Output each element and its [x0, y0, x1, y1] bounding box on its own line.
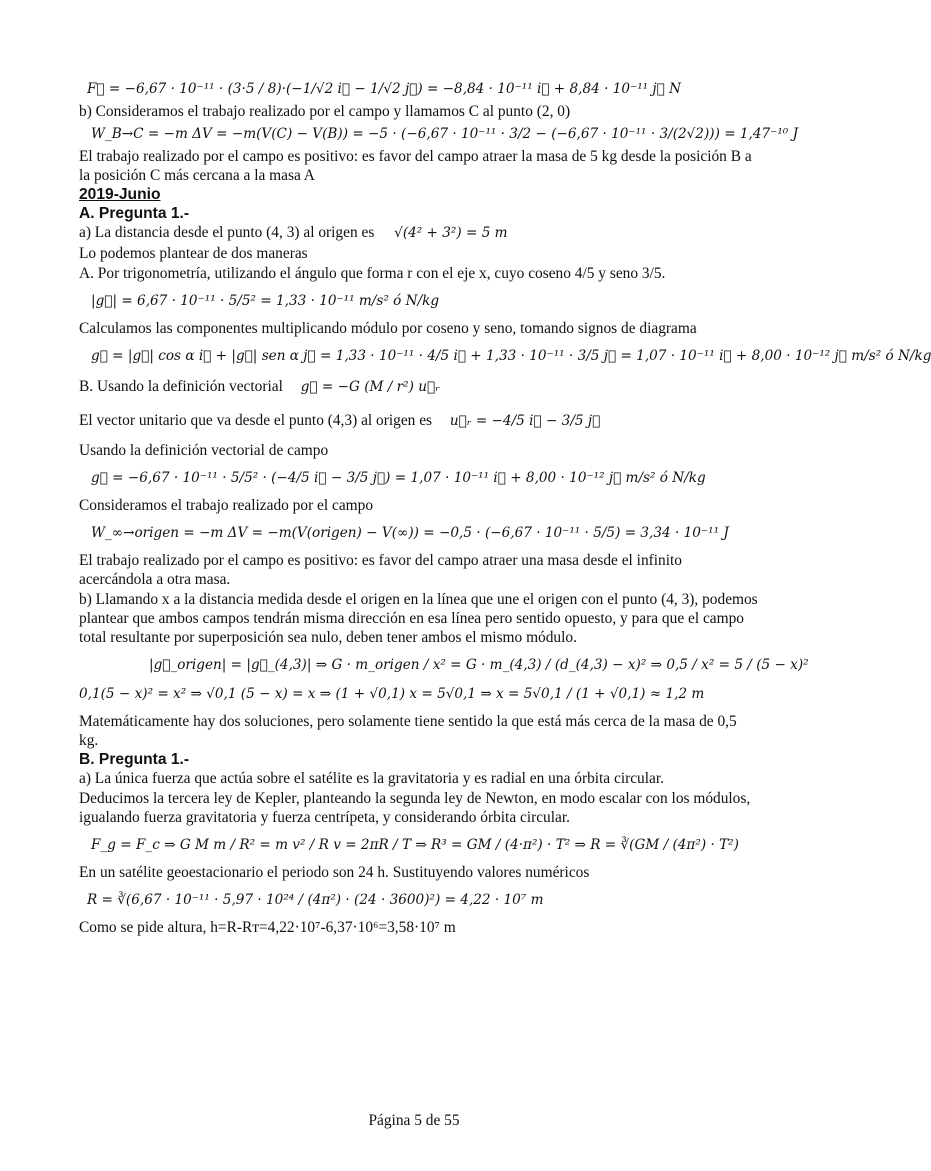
paragraph-unit-vector	[79, 411, 759, 431]
equation-g-vector-def: g⃗ = −G (M / r²) u⃗ᵣ	[300, 379, 440, 395]
equation-solve-x: 0,1(5 − x)² = x² ⇒ √0,1 (5 − x) = x ⇒ (1 + √0,1) x = 5√0,1 ⇒ x = 5√0,1 / (1 + √0,1) ≈ 1,2 m	[79, 686, 705, 702]
paragraph-two-solutions: Matemáticamente hay dos soluciones, pero solamente tiene sentido la que está más cerca de la masa de 0,5 kg.	[79, 713, 737, 749]
equation-g-vector-calc: g⃗ = −6,67 · 10⁻¹¹ · 5/5² · (−4/5 i⃗ − 3/5 j⃗) = 1,07 · 10⁻¹¹ i⃗ + 8,00 · 10⁻¹² j⃗ m/s² ó N/kg	[91, 470, 706, 486]
equation-g-modulus: |g⃗| = 6,67 · 10⁻¹¹ · 5/5² = 1,33 · 10⁻¹¹ m/s² ó N/kg	[91, 293, 440, 309]
equation-kepler: F_g = F_c ⇒ G M m / R² = m v² / R v = 2πR / T ⇒ R³ = GM / (4·π²) · T² ⇒ R = ∛(GM / (4π²) · T²)	[91, 837, 739, 853]
paragraph-kepler: Deducimos la tercera ley de Kepler, planteando la segunda ley de Newton, en modo escalar con los módulos, igualando fuerza gravitatoria y fuerza centrípeta, y considerando órbita circular.	[79, 790, 751, 826]
equation-unit-vector: u⃗ᵣ = −4/5 i⃗ − 3/5 j⃗	[449, 413, 601, 429]
page-footer: Página 5 de 55	[368, 1112, 460, 1129]
equation-radius: R = ∛(6,67 · 10⁻¹¹ · 5,97 · 10²⁴ / (4π²) · (24 · 3600)²) = 4,22 · 10⁷ m	[87, 892, 544, 908]
paragraph-work-positive-1: El trabajo realizado por el campo es positivo: es favor del campo atraer la masa de 5 kg desde la posición B a la posición C más cercana a la masa A	[79, 148, 752, 184]
heading-a-pregunta: A. Pregunta 1.-	[79, 205, 190, 222]
paragraph-b-intro: b) Consideramos el trabajo realizado por el campo y llamamos C al punto (2, 0)	[79, 103, 571, 120]
equation-work-inf-origin: W_∞→origen = −m ΔV = −m(V(origen) − V(∞)) = −0,5 · (−6,67 · 10⁻¹¹ · 5/5) = 3,34 · 10⁻¹¹ J	[91, 525, 729, 541]
vector-def-text: B. Usando la definición vectorial	[79, 378, 283, 395]
paragraph-components: Calculamos las componentes multiplicando módulo por coseno y seno, tomando signos de diagrama	[79, 320, 697, 337]
heading-b-pregunta: B. Pregunta 1.-	[79, 751, 190, 768]
paragraph-b-x: b) Llamando x a la distancia medida desde el origen en la línea que une el origen con el punto (4, 3), podemos plantear que ambos campos tendrán misma dirección en esa línea pero sentido opuesto, y para que el campo total resultante por superposición sea nulo, deben tener ambos el mismo módulo.	[79, 591, 758, 646]
document-page	[79, 76, 931, 937]
paragraph-two-ways: Lo podemos plantear de dos maneras	[79, 245, 308, 262]
paragraph-height: Como se pide altura, h=R-Rᴛ=4,22·10⁷-6,37·10⁶=3,58·10⁷ m	[79, 919, 456, 936]
paragraph-only-force: a) La única fuerza que actúa sobre el satélite es la gravitatoria y es radial en una órbita circular.	[79, 770, 664, 787]
equation-work-b-to-c: W_B→C = −m ΔV = −m(V(C) − V(B)) = −5 · (−6,67 · 10⁻¹¹ · 3/2 − (−6,67 · 10⁻¹¹ · 3/(2√2))) = 1,47⁻¹⁰ J	[91, 126, 799, 142]
equation-g-components: g⃗ = |g⃗| cos α i⃗ + |g⃗| sen α j⃗ = 1,33 · 10⁻¹¹ · 4/5 i⃗ + 1,33 · 10⁻¹¹ · 3/5 j⃗ = 1,07 · 10⁻¹¹ i⃗ + 8,00 · 10⁻¹² j⃗ m/s² ó N/kg	[91, 348, 931, 364]
unit-vector-text: El vector unitario que va desde el punto (4,3) al origen es	[79, 412, 433, 429]
distance-text: a) La distancia desde el punto (4, 3) al origen es	[79, 224, 375, 241]
paragraph-work-positive-2: El trabajo realizado por el campo es positivo: es favor del campo atraer una masa desde el infinito acercándola a otra masa.	[79, 552, 683, 588]
section-heading-year: 2019-Junio	[79, 186, 161, 203]
paragraph-vector-field: Usando la definición vectorial de campo	[79, 442, 329, 459]
equation-superposition: |g⃗_origen| = |g⃗_(4,3)| ⇒ G · m_origen / x² = G · m_(4,3) / (d_(4,3) − x)² ⇒ 0,5 / x² = 5 / (5 − x)²	[149, 657, 809, 673]
paragraph-geostationary: En un satélite geoestacionario el periodo son 24 h. Sustituyendo valores numéricos	[79, 864, 590, 881]
paragraph-distance	[79, 223, 759, 243]
equation-distance: √(4² + 3²) = 5 m	[394, 225, 508, 241]
equation-force-result: F⃗ = −6,67 · 10⁻¹¹ · (3·5 / 8)·(−1/√2 i⃗ − 1/√2 j⃗) = −8,84 · 10⁻¹¹ i⃗ + 8,84 · 10⁻¹¹ j⃗ N	[87, 81, 682, 97]
paragraph-work-field: Consideramos el trabajo realizado por el campo	[79, 497, 374, 514]
paragraph-trig: A. Por trigonometría, utilizando el ángulo que forma r con el eje x, cuyo coseno 4/5 y seno 3/5.	[79, 265, 666, 282]
paragraph-vector-def	[79, 377, 759, 397]
